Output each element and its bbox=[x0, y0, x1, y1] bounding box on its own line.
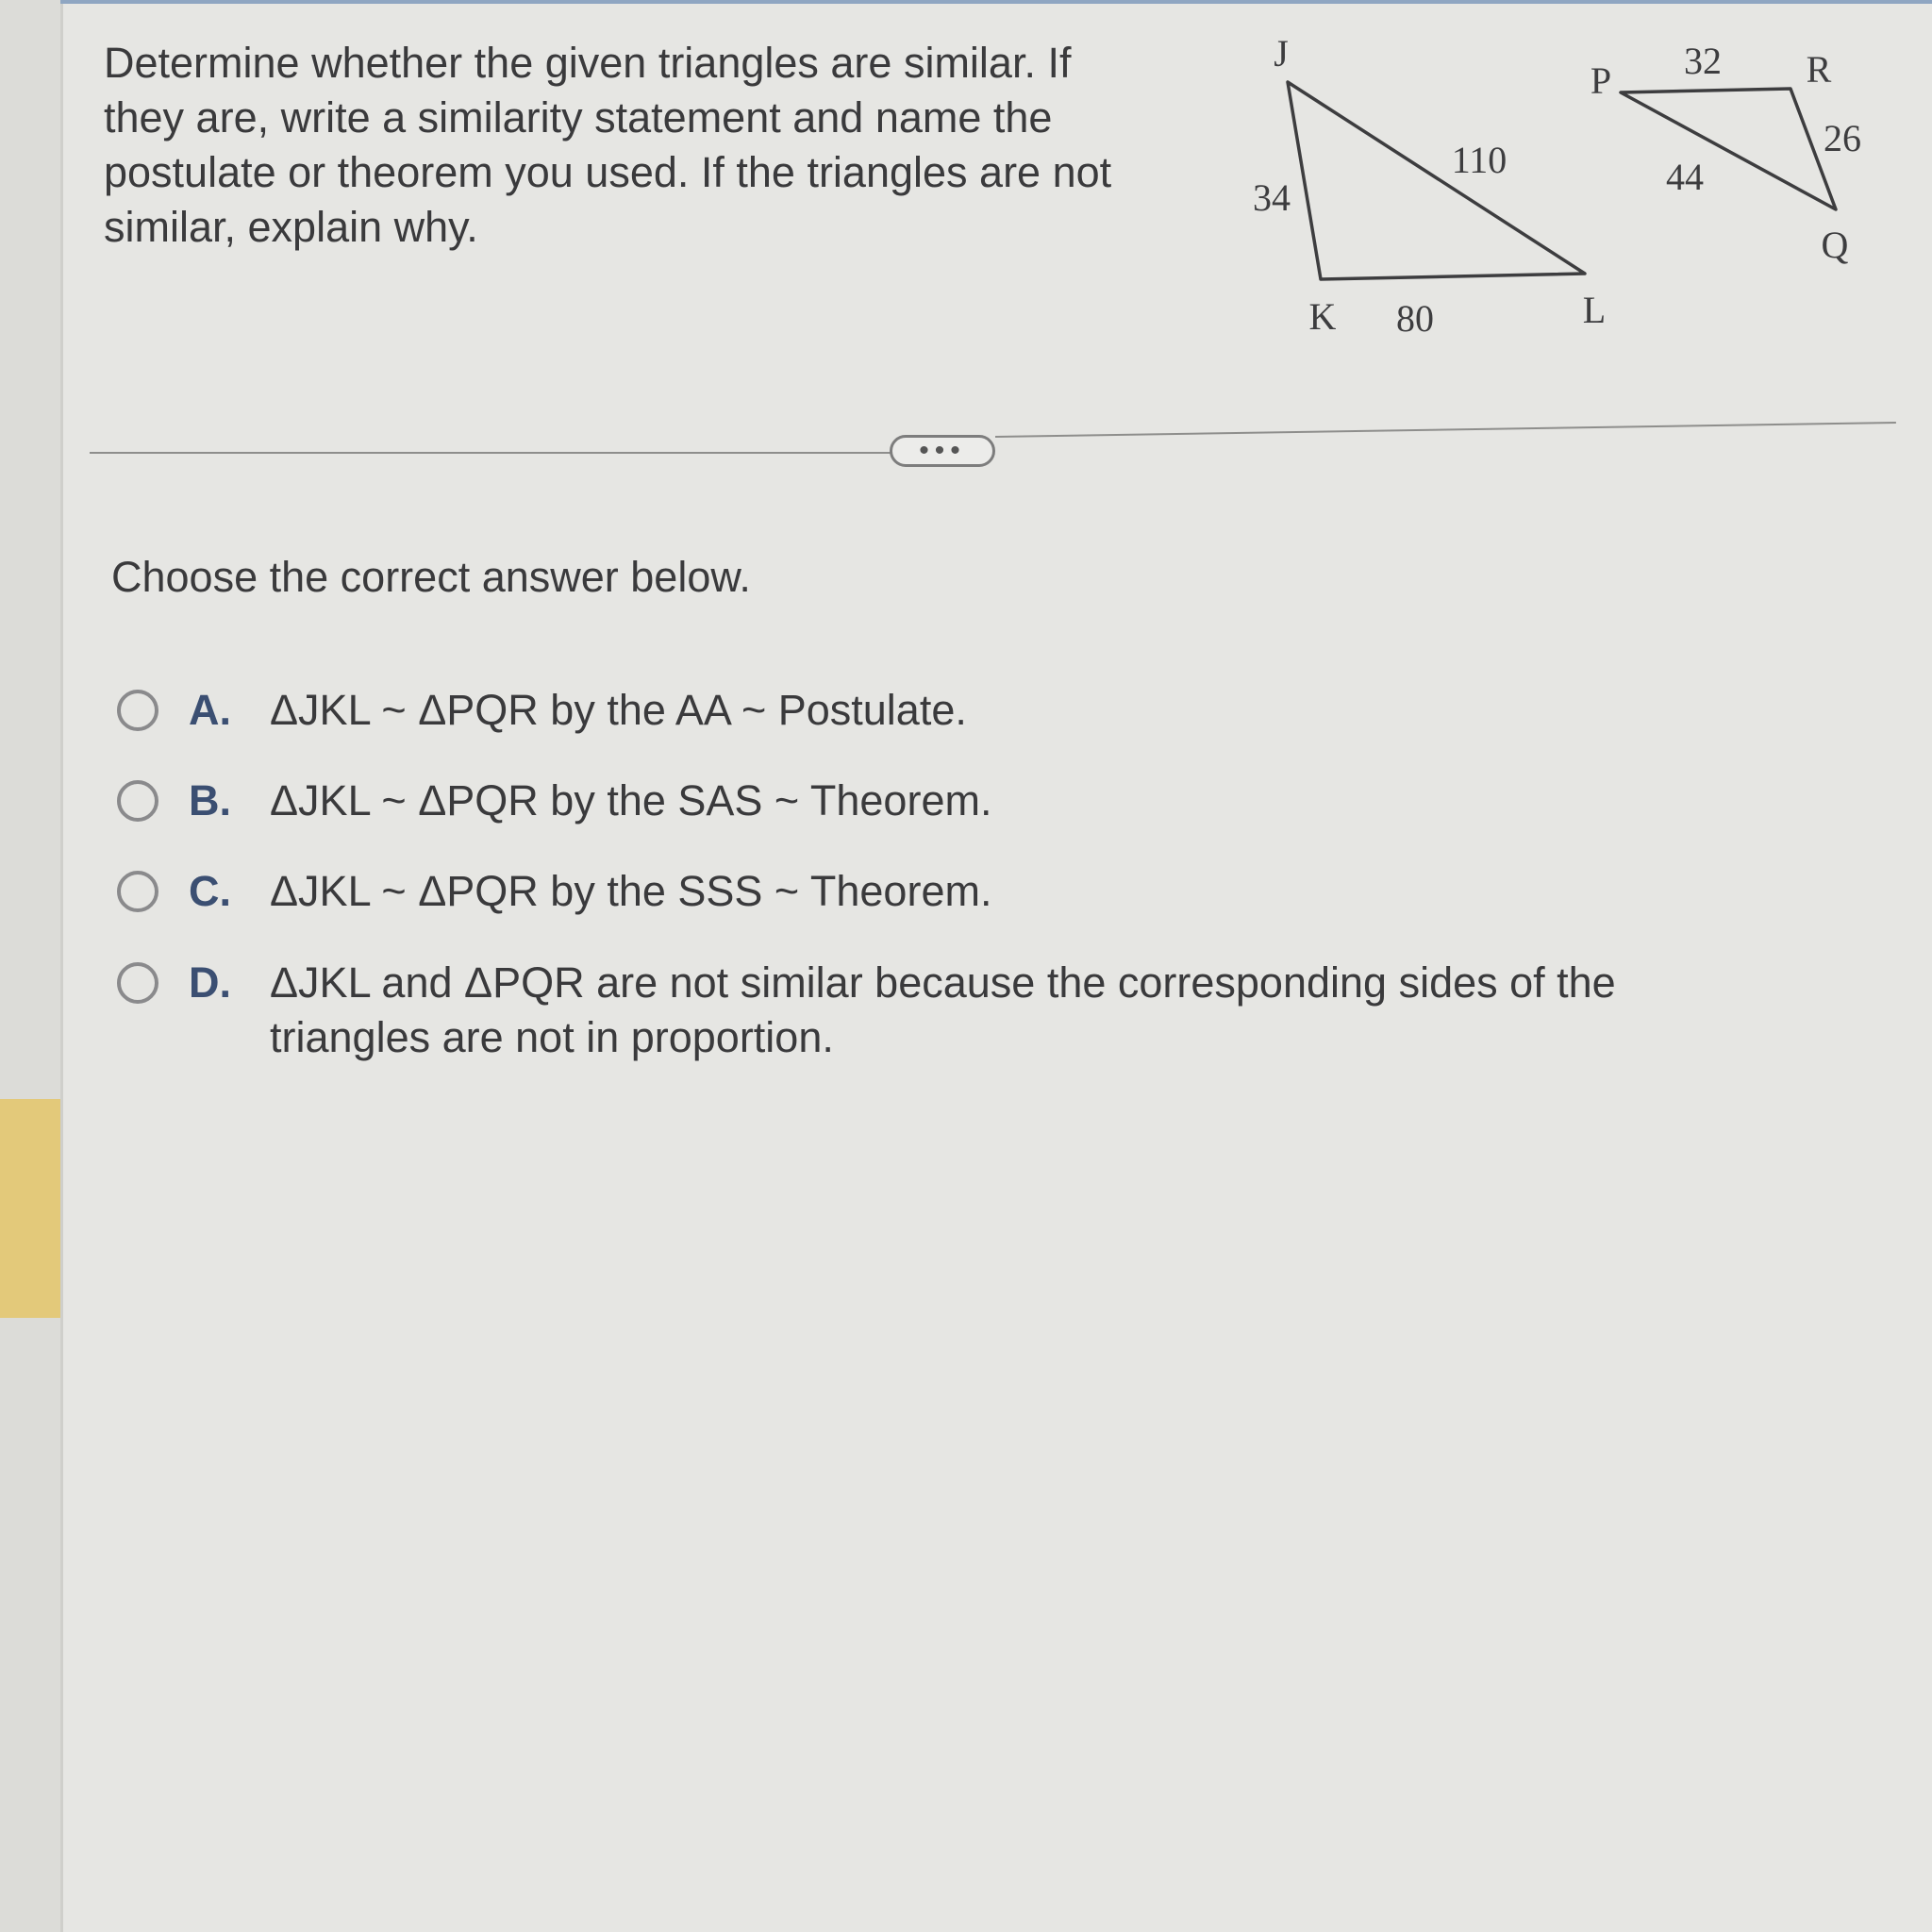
label-side-pq: 44 bbox=[1666, 156, 1704, 198]
left-rail bbox=[0, 0, 63, 1932]
label-side-jk: 34 bbox=[1253, 176, 1291, 219]
choice-text-d: ΔJKL and ΔPQR are not similar because the corresponding sides of the triangles are not in proportion. bbox=[270, 958, 1616, 1061]
label-vertex-q: Q bbox=[1821, 224, 1849, 266]
radio-button-a[interactable] bbox=[117, 690, 158, 731]
choice-text-a: ΔJKL ~ ΔPQR by the AA ~ Postulate. bbox=[270, 686, 967, 734]
question-text: Determine whether the given triangles are similar. If they are, write a similarity statement and name the postulate or theorem you used. If the triangles are not similar, explain why. bbox=[104, 39, 1112, 251]
label-side-rq: 26 bbox=[1824, 117, 1861, 159]
triangle-jkl bbox=[1288, 82, 1585, 279]
label-vertex-r: R bbox=[1806, 48, 1832, 91]
choice-letter-b: B. bbox=[189, 776, 231, 824]
rail-highlight bbox=[0, 1099, 60, 1318]
radio-button-d[interactable] bbox=[117, 962, 158, 1004]
choice-letter-d: D. bbox=[189, 958, 231, 1007]
answer-prompt: Choose the correct answer below. bbox=[111, 553, 751, 601]
label-side-jl: 110 bbox=[1451, 139, 1507, 181]
radio-button-c[interactable] bbox=[117, 871, 158, 912]
choice-a[interactable] bbox=[117, 683, 1721, 738]
top-strip bbox=[60, 0, 1932, 4]
radio-button-b[interactable] bbox=[117, 780, 158, 822]
section-divider-right bbox=[995, 422, 1896, 438]
triangles-figure bbox=[1226, 19, 1924, 358]
section-divider-left bbox=[90, 452, 891, 454]
choice-c[interactable] bbox=[117, 864, 1721, 919]
label-side-kl: 80 bbox=[1396, 297, 1434, 340]
choice-letter-c: C. bbox=[189, 867, 231, 915]
choice-letter-a: A. bbox=[189, 686, 231, 734]
expand-button[interactable]: ••• bbox=[890, 435, 995, 467]
choice-text-c: ΔJKL ~ ΔPQR by the SSS ~ Theorem. bbox=[270, 867, 992, 915]
label-vertex-l: L bbox=[1582, 289, 1607, 331]
label-vertex-k: K bbox=[1308, 295, 1337, 338]
label-side-pr: 32 bbox=[1684, 40, 1722, 82]
choice-text-b: ΔJKL ~ ΔPQR by the SAS ~ Theorem. bbox=[270, 776, 992, 824]
triangle-pqr bbox=[1621, 89, 1836, 209]
label-vertex-p: P bbox=[1590, 59, 1612, 102]
label-vertex-j: J bbox=[1274, 32, 1289, 75]
choice-b[interactable] bbox=[117, 774, 1721, 828]
choice-d[interactable] bbox=[117, 956, 1721, 1065]
